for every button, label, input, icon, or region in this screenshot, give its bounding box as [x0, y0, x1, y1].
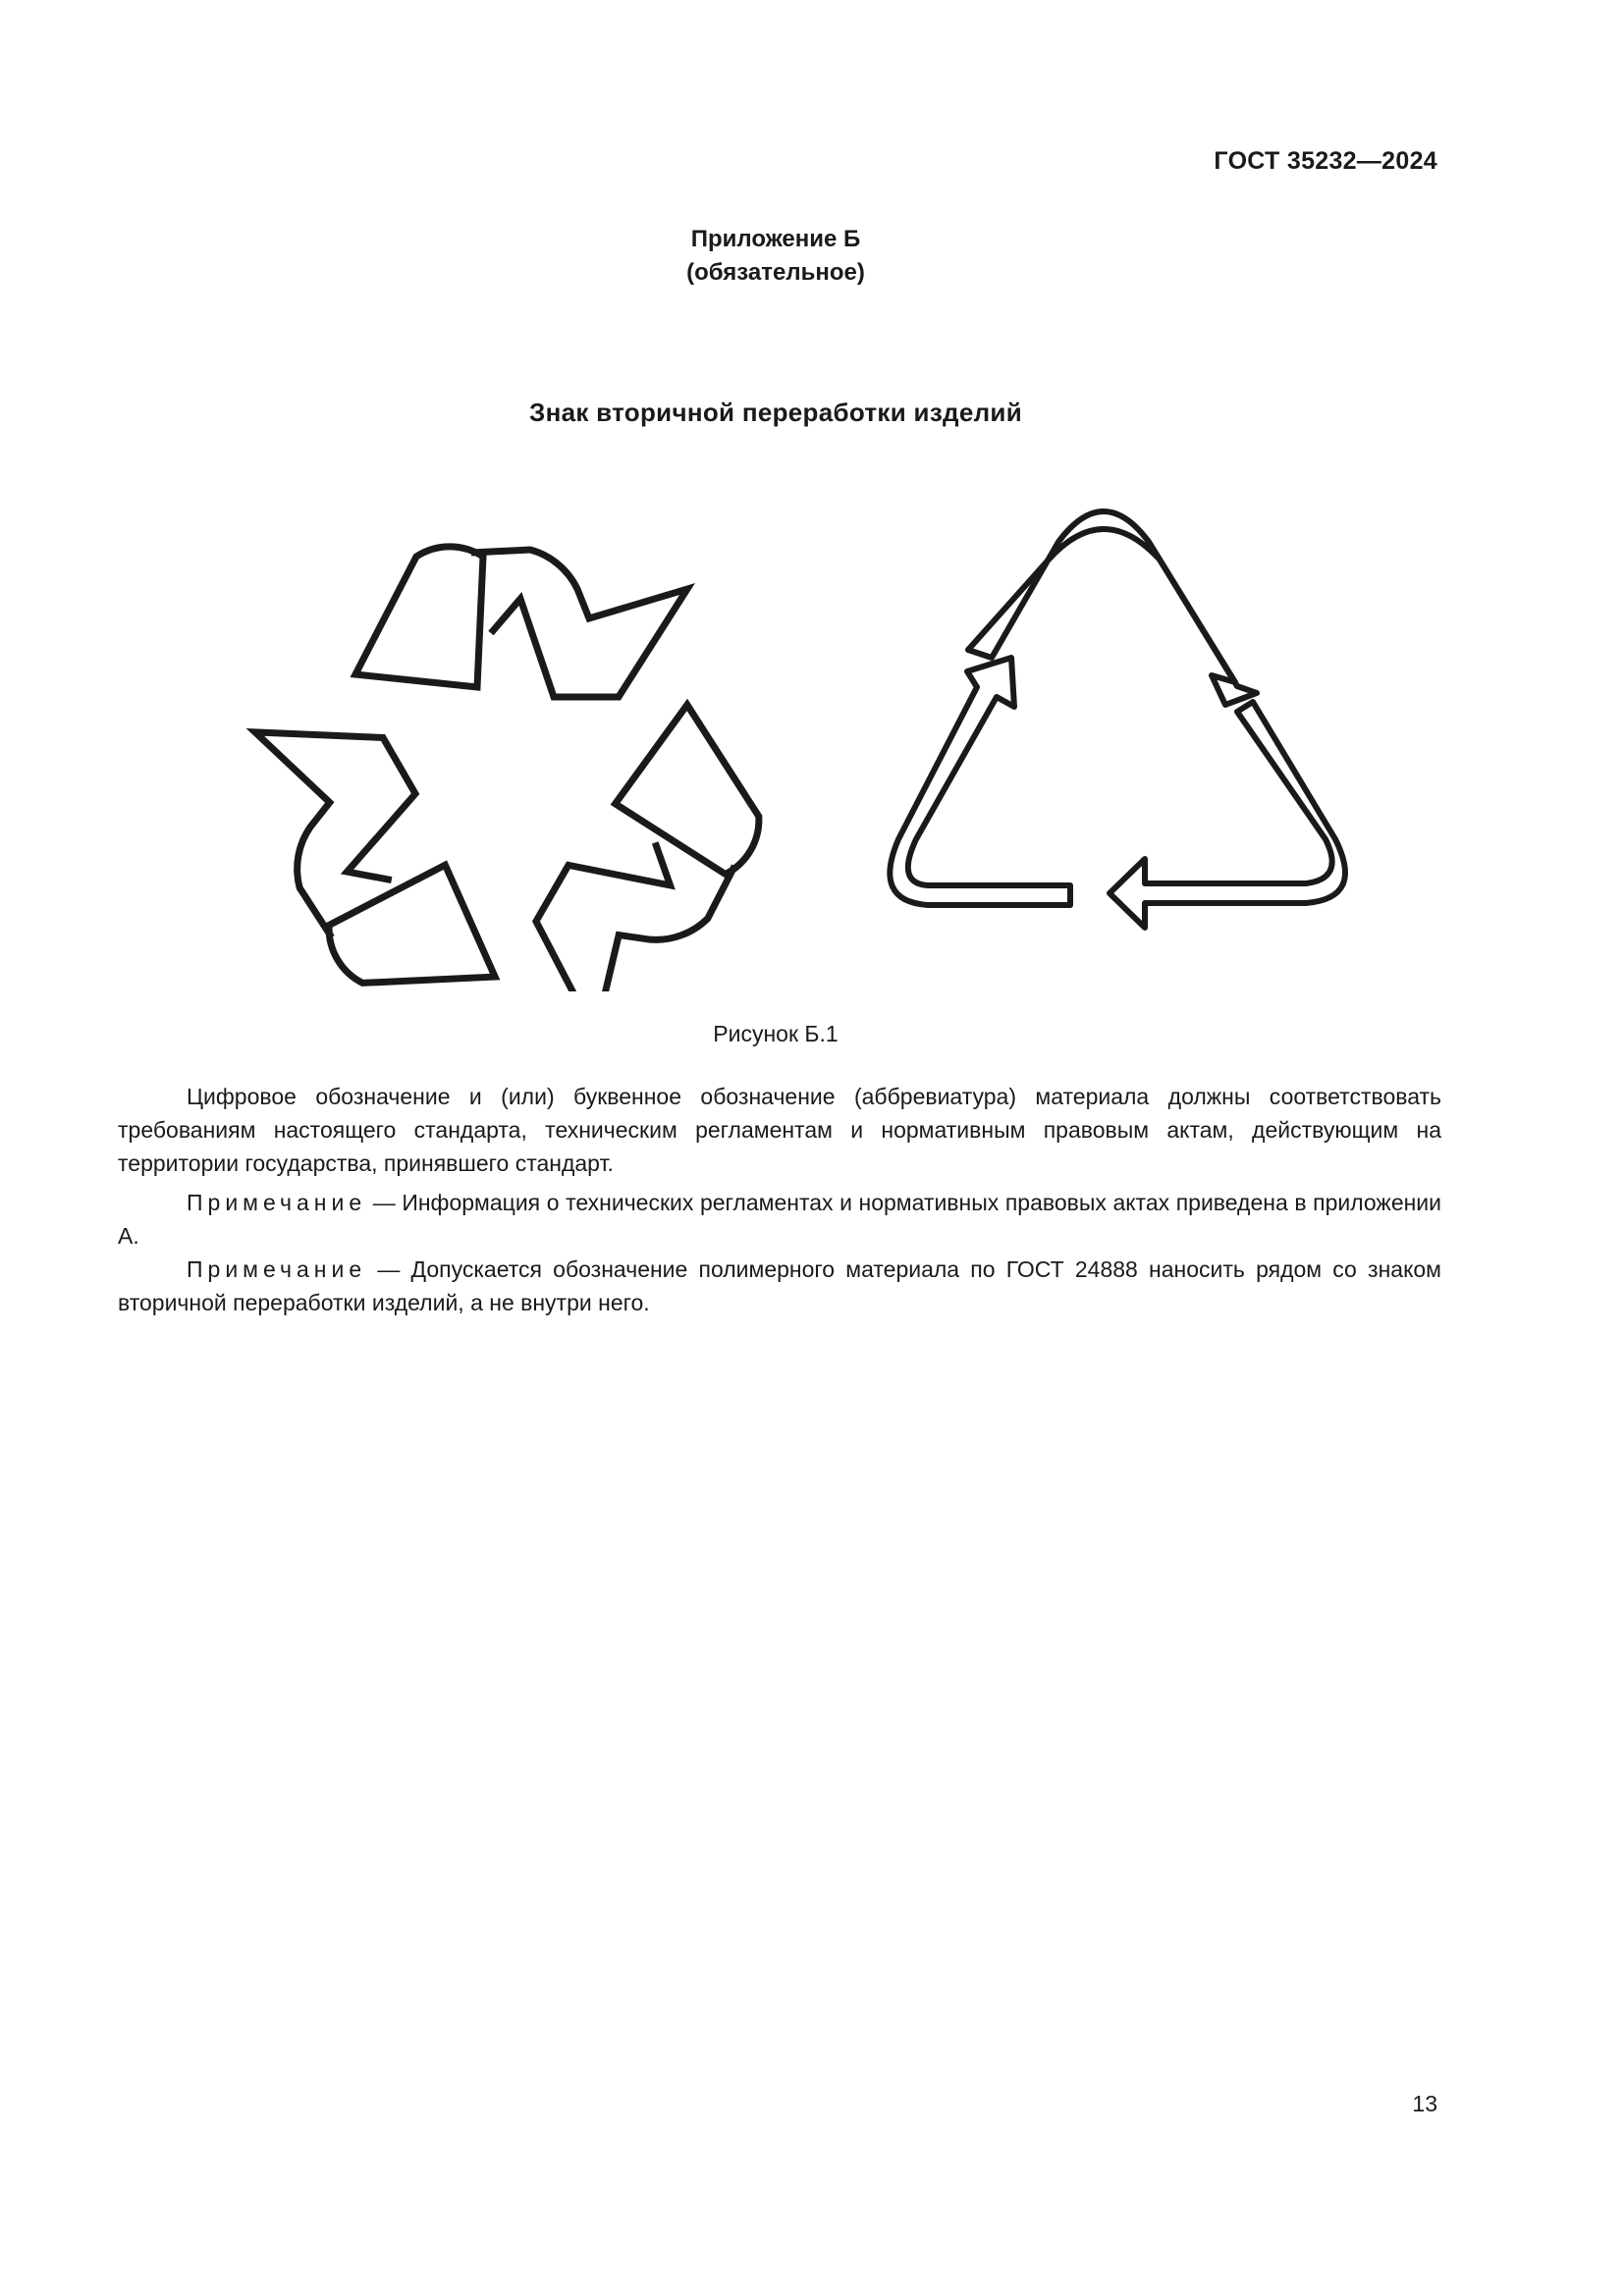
- note-2-text: — Допускается обозначение полимерного материала по ГОСТ 24888 наносить рядом со знаком вторичной переработки изделий, а не внутри него.: [118, 1256, 1441, 1315]
- figure-caption: Рисунок Б.1: [713, 1021, 839, 1046]
- triangle-arrow-left: [890, 658, 1070, 905]
- note-1: [118, 1186, 1441, 1253]
- note-2: [118, 1253, 1441, 1319]
- recycle-arrow-segment: [471, 550, 687, 697]
- appendix-status: (обязательное): [686, 259, 865, 286]
- page-number: 13: [1412, 2091, 1437, 2116]
- recycle-band-segment: [355, 547, 483, 687]
- recycling-triangle-chasing-arrows-icon: [890, 511, 1345, 928]
- appendix-title: Приложение Б: [690, 226, 861, 252]
- note-label: Примечание: [187, 1256, 367, 1282]
- recycling-mobius-three-arrows-icon: [218, 547, 797, 991]
- note-label: Примечание: [187, 1190, 367, 1215]
- standard-number: ГОСТ 35232—2024: [1214, 147, 1437, 175]
- triangle-arrow-right: [1110, 702, 1345, 928]
- note-1-text: — Информация о технических регламентах и нормативных правовых актах приведена в приложении А.: [118, 1190, 1442, 1249]
- figure-b1: [196, 461, 1375, 991]
- body-paragraph: Цифровое обозначение и (или) буквенное обозначение (аббревиатура) материала должны соответствовать требованиям настоящего стандарта, техническим регламентам и нормативным правовым актам, действующим на территории государства, принявшего стандарт.: [118, 1084, 1441, 1176]
- section-title: Знак вторичной переработки изделий: [528, 398, 1022, 427]
- figure-b1-graphic: [196, 461, 1375, 991]
